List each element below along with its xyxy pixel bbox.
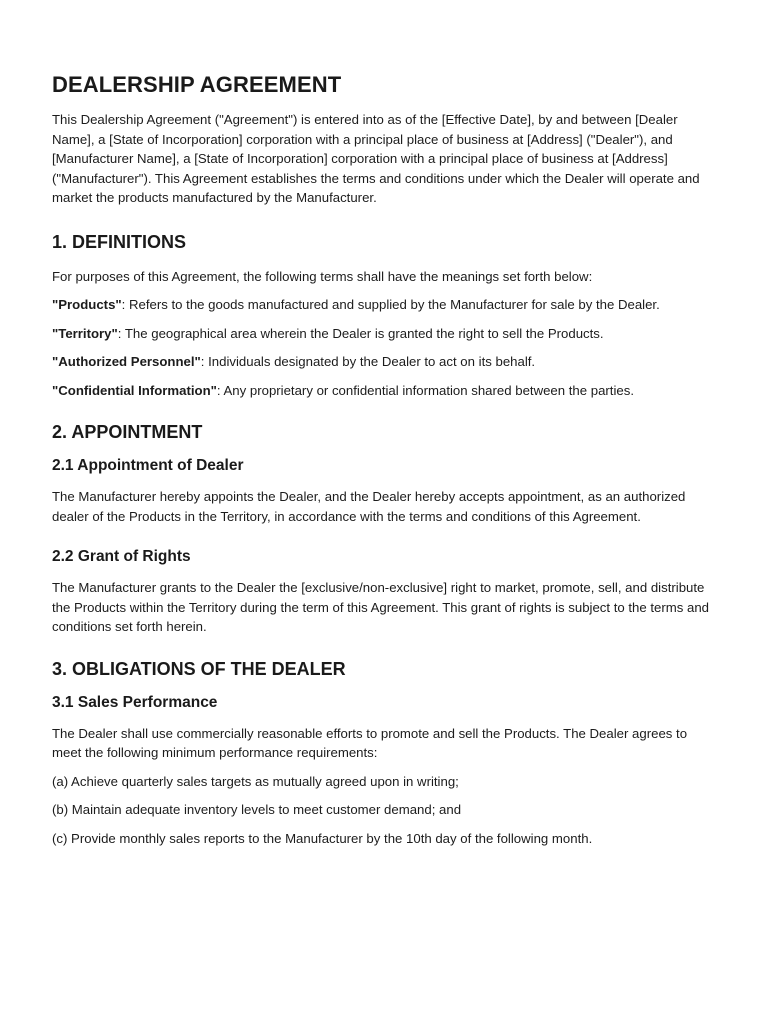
definition-text: : Refers to the goods manufactured and supplied by the Manufacturer for sale by the Dealer. [121, 297, 660, 312]
subsection-heading-sales-performance: 3.1 Sales Performance [52, 693, 218, 711]
list-item: (c) Provide monthly sales reports to the Manufacturer by the 10th day of the following month. [52, 830, 593, 846]
subsection-heading-grant-of-rights: 2.2 Grant of Rights [52, 548, 191, 565]
definition-term: "Authorized Personnel" [52, 354, 201, 369]
intro-paragraph: This Dealership Agreement ("Agreement") is entered into as of the [Effective Date], by and between [Dealer Name], a [State of Incorporation] corporation with a principal place of business at [Address] ("Dealer"), and [Manufacturer Name], a [State of Incorporation] corporation with a principal place of business at [Address] ("Manufacturer"). This Agreement establishes the terms and conditions under which the Dealer will operate and market the products manufactured by the Manufacturer. [52, 112, 700, 205]
definition-term: "Confidential Information" [52, 382, 217, 398]
list-item: (a) Achieve quarterly sales targets as mutually agreed upon in writing; [52, 773, 459, 789]
list-item: (b) Maintain adequate inventory levels to meet customer demand; and [52, 802, 462, 817]
section-heading-appointment: 2. APPOINTMENT [52, 422, 203, 442]
definition-term: "Territory" [52, 325, 118, 341]
grant-of-rights-text: The Manufacturer grants to the Dealer the [exclusive/non-exclusive] right to market, promote, sell, and distribute the Products within the Territory during the term of this Agreement. This grant of rights is subject to the terms and conditions set forth herein. [52, 580, 710, 634]
definition-term: "Products" [52, 297, 122, 312]
sales-performance-text: The Dealer shall use commercially reasonable efforts to promote and sell the Products. The Dealer agrees to meet the following minimum performance requirements: [52, 725, 688, 760]
definition-item [52, 381, 718, 401]
definition-text: : Individuals designated by the Dealer to act on its behalf. [200, 354, 536, 369]
definition-text: : The geographical area wherein the Dealer is granted the right to sell the Products. [117, 325, 604, 341]
section-heading-definitions: 1. DEFINITIONS [52, 231, 187, 252]
definition-text: : Any proprietary or confidential information shared between the parties. [216, 382, 634, 398]
definitions-lead: For purposes of this Agreement, the following terms shall have the meanings set forth below: [52, 268, 593, 284]
definition-item [52, 324, 718, 344]
subsection-heading-appointment-of-dealer: 2.1 Appointment of Dealer [52, 457, 244, 474]
appointment-of-dealer-text: The Manufacturer hereby appoints the Dealer, and the Dealer hereby accepts appointment, as an authorized dealer of the Products in the Territory, in accordance with the terms and conditions of this Agreement. [52, 489, 686, 524]
document-title: DEALERSHIP AGREEMENT [52, 72, 342, 97]
definition-item [52, 295, 718, 315]
definition-item [52, 352, 718, 372]
section-heading-obligations: 3. OBLIGATIONS OF THE DEALER [52, 658, 346, 679]
